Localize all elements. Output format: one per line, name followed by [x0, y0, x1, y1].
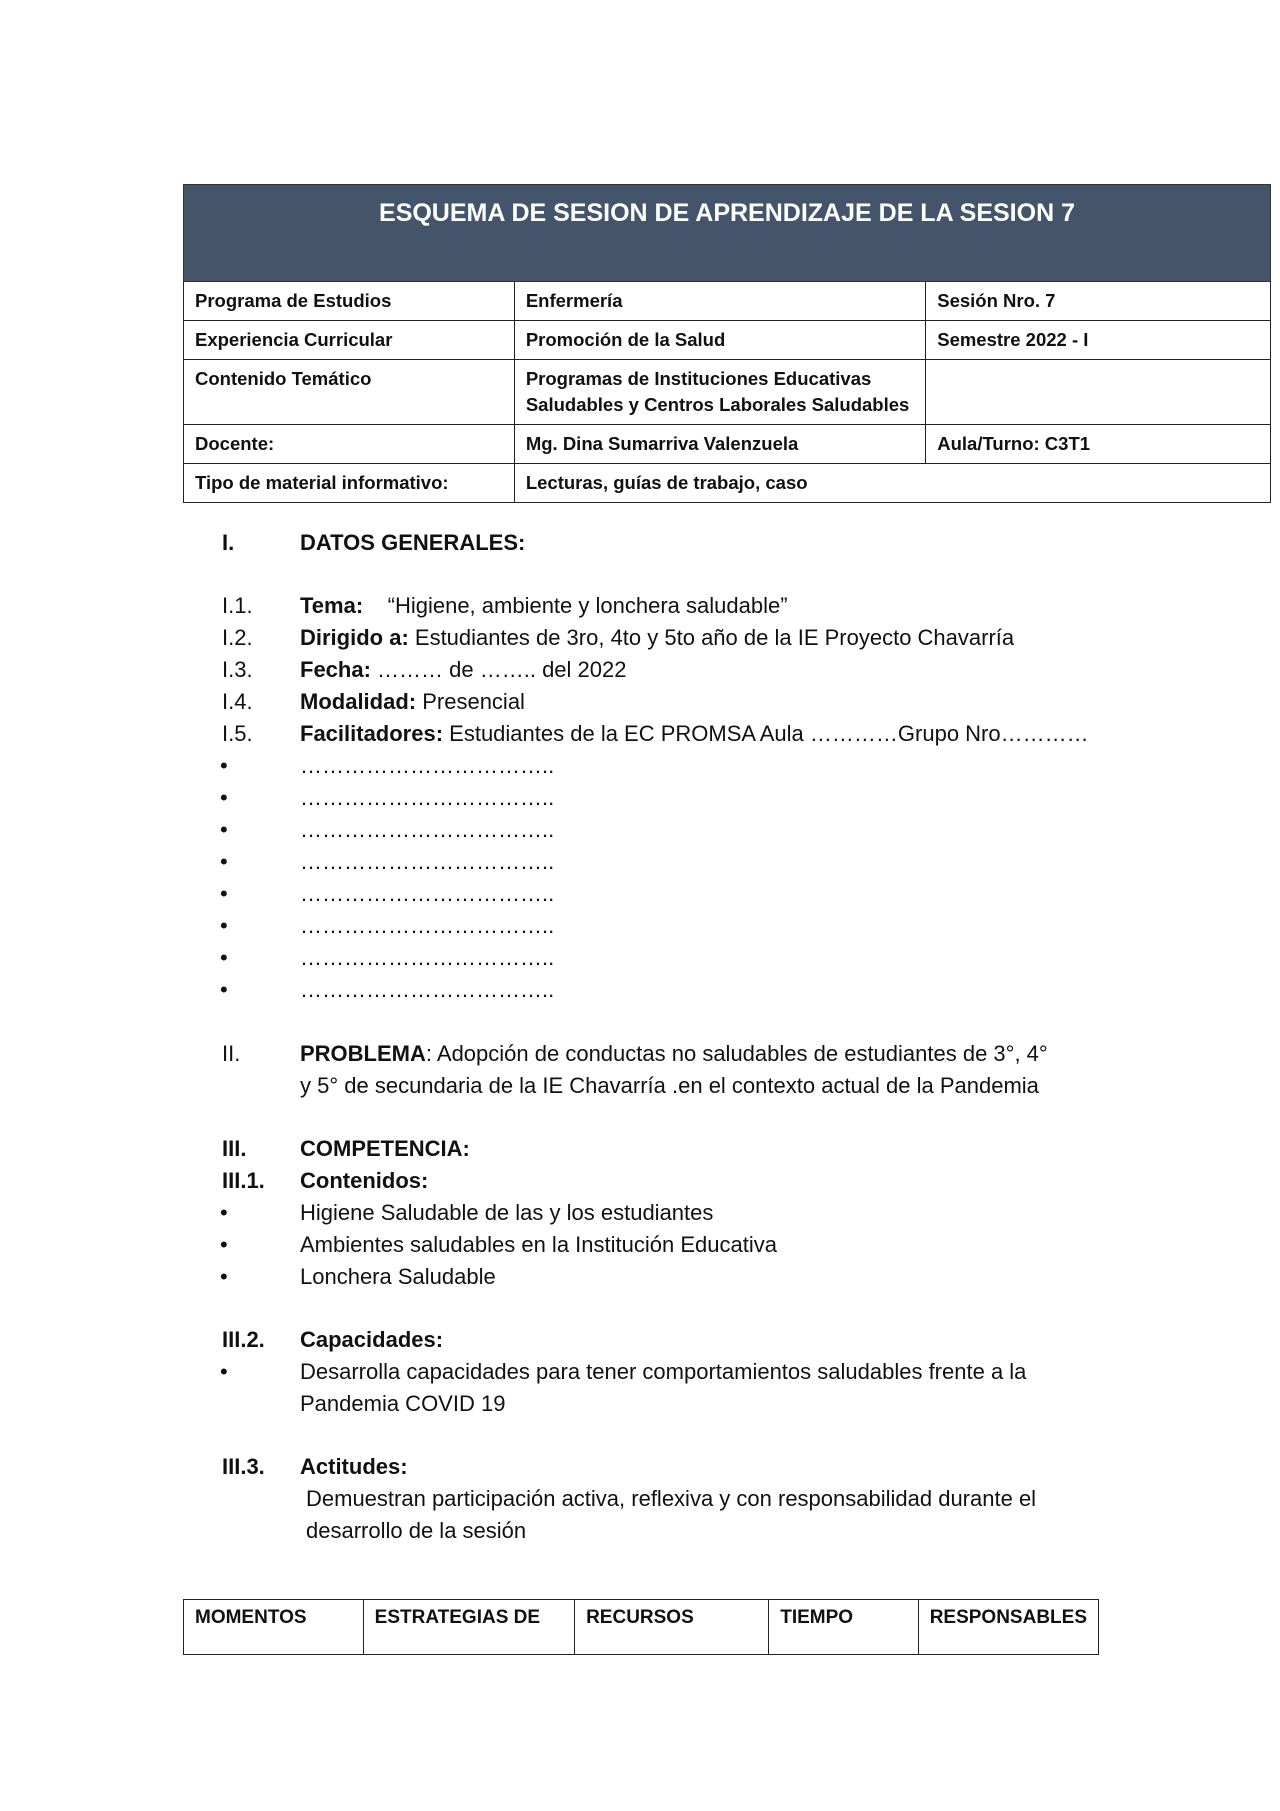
- item-label: Modalidad:: [300, 689, 417, 714]
- table-row: [184, 464, 1271, 503]
- section-title: DATOS GENERALES:: [300, 530, 526, 555]
- bullet-icon: •: [220, 1200, 228, 1225]
- item-text: [300, 657, 626, 683]
- item-text: [300, 625, 1014, 651]
- subsection-title: Contenidos:: [300, 1168, 429, 1193]
- item-text: [300, 689, 525, 715]
- value-material: Lecturas, guías de trabajo, caso: [514, 464, 1270, 503]
- problem-value: : Adopción de conductas no saludables de estudiantes de 3°, 4°: [425, 1041, 1048, 1066]
- bullet-icon: •: [220, 913, 228, 938]
- document-title: ESQUEMA DE SESION DE APRENDIZAJE DE LA SESION 7: [184, 185, 1271, 282]
- value-semestre: Semestre 2022 - I: [926, 321, 1271, 360]
- subsection-number: III.3.: [222, 1454, 265, 1479]
- value-docente: Mg. Dina Sumarriva Valenzuela: [514, 425, 925, 464]
- blank-line: ……………………………..: [300, 849, 555, 874]
- bullet-icon: •: [220, 945, 228, 970]
- empty-cell: [926, 360, 1271, 425]
- header-recursos: RECURSOS: [575, 1600, 769, 1655]
- item-text: [300, 593, 788, 619]
- subsection-title: Capacidades:: [300, 1327, 444, 1352]
- bullet-icon: •: [220, 753, 228, 778]
- item-number: I.2.: [222, 625, 253, 650]
- blank-line: ……………………………..: [300, 913, 555, 938]
- label-programa: Programa de Estudios: [184, 282, 515, 321]
- bullet-icon: •: [220, 817, 228, 842]
- capacity-text: Desarrolla capacidades para tener comportamientos saludables frente a la: [300, 1359, 1027, 1384]
- item-value: “Higiene, ambiente y lonchera saludable”: [363, 593, 788, 618]
- value-contenido: Programas de Instituciones Educativas Saludables y Centros Laborales Saludables: [514, 360, 925, 425]
- blank-line: ……………………………..: [300, 817, 555, 842]
- content-item: Higiene Saludable de las y los estudiantes: [300, 1200, 714, 1225]
- item-label: Facilitadores:: [300, 721, 444, 746]
- item-label: Tema:: [300, 593, 364, 618]
- bullet-icon: •: [220, 785, 228, 810]
- value-programa: Enfermería: [514, 282, 925, 321]
- bullet-icon: •: [220, 1232, 228, 1257]
- label-docente: Docente:: [184, 425, 515, 464]
- item-text: [300, 721, 1089, 747]
- item-value: Estudiantes de la EC PROMSA Aula …………Grupo Nro…………: [443, 721, 1089, 746]
- label-material: Tipo de material informativo:: [184, 464, 515, 503]
- label-experiencia: Experiencia Curricular: [184, 321, 515, 360]
- section-number: II.: [222, 1041, 241, 1066]
- bullet-icon: •: [220, 1264, 228, 1289]
- item-label: Dirigido a:: [300, 625, 409, 650]
- bullet-icon: •: [220, 1359, 228, 1384]
- header-tiempo: TIEMPO: [769, 1600, 918, 1655]
- item-value: ……… de …….. del 2022: [370, 657, 627, 682]
- item-number: I.1.: [222, 593, 253, 618]
- item-value: Presencial: [416, 689, 525, 714]
- table-row: [184, 282, 1271, 321]
- item-number: I.4.: [222, 689, 253, 714]
- problem-value-cont: y 5° de secundaria de la IE Chavarría .en el contexto actual de la Pandemia: [300, 1073, 1039, 1098]
- content-item: Lonchera Saludable: [300, 1264, 496, 1289]
- value-sesion: Sesión Nro. 7: [926, 282, 1271, 321]
- table-row: [184, 321, 1271, 360]
- attitude-text: Demuestran participación activa, reflexiva y con responsabilidad durante el: [306, 1486, 1037, 1511]
- header-responsables: RESPONSABLES: [918, 1600, 1098, 1655]
- header-momentos: MOMENTOS: [184, 1600, 364, 1655]
- item-label: Fecha:: [300, 657, 371, 682]
- bullet-icon: •: [220, 977, 228, 1002]
- problem-text: [300, 1041, 1048, 1067]
- header-estrategias: ESTRATEGIAS DE: [363, 1600, 574, 1655]
- blank-line: ……………………………..: [300, 977, 555, 1002]
- subsection-number: III.2.: [222, 1327, 265, 1352]
- blank-line: ……………………………..: [300, 753, 555, 778]
- item-value: Estudiantes de 3ro, 4to y 5to año de la IE Proyecto Chavarría: [408, 625, 1015, 650]
- value-experiencia: Promoción de la Salud: [514, 321, 925, 360]
- content-item: Ambientes saludables en la Institución Educativa: [300, 1232, 777, 1257]
- attitude-text: desarrollo de la sesión: [306, 1518, 527, 1543]
- section-number: III.: [222, 1136, 247, 1161]
- blank-line: ……………………………..: [300, 945, 555, 970]
- capacity-text: Pandemia COVID 19: [300, 1391, 506, 1416]
- subsection-number: III.1.: [222, 1168, 265, 1193]
- table-row: [184, 360, 1271, 425]
- section-title: COMPETENCIA:: [300, 1136, 470, 1161]
- table-row: [184, 425, 1271, 464]
- bullet-icon: •: [220, 881, 228, 906]
- problem-label: PROBLEMA: [300, 1041, 426, 1066]
- blank-line: ……………………………..: [300, 785, 555, 810]
- value-aula-turno: Aula/Turno: C3T1: [926, 425, 1271, 464]
- session-info-table: [183, 184, 1271, 503]
- subsection-title: Actitudes:: [300, 1454, 408, 1479]
- item-number: I.5.: [222, 721, 253, 746]
- section-number: I.: [222, 530, 235, 555]
- label-contenido: Contenido Temático: [184, 360, 515, 425]
- item-number: I.3.: [222, 657, 253, 682]
- table-header-row: [184, 1600, 1099, 1655]
- bullet-icon: •: [220, 849, 228, 874]
- blank-line: ……………………………..: [300, 881, 555, 906]
- moments-table: [183, 1599, 1099, 1655]
